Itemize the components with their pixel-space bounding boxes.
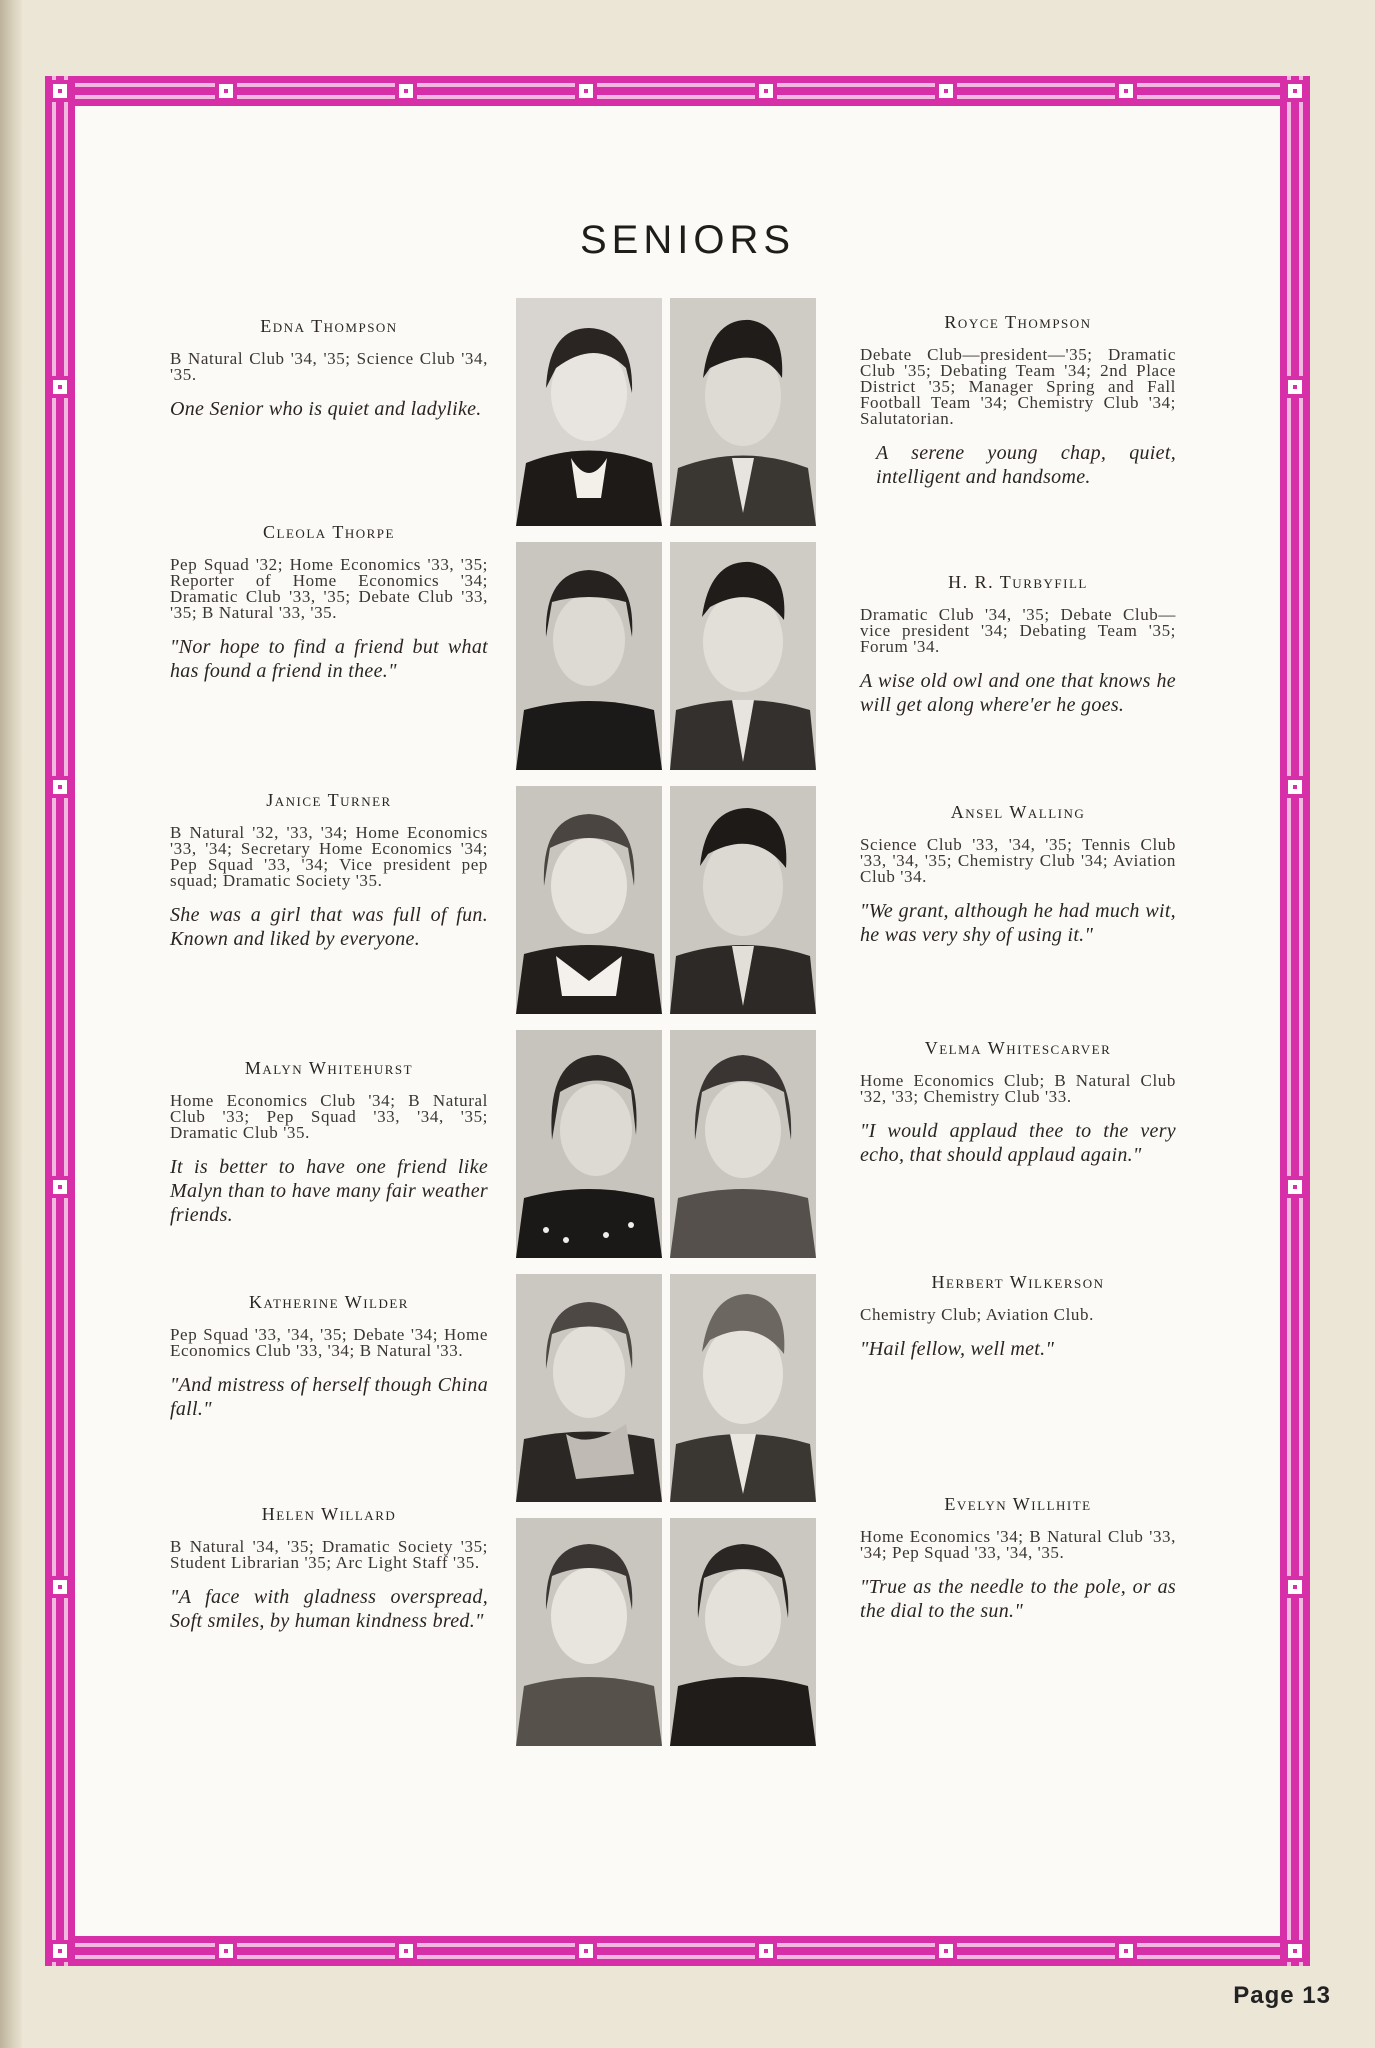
senior-entry: [860, 1038, 1176, 1167]
senior-name: Helen Willard: [261, 1504, 397, 1524]
border-ornament: [935, 80, 957, 102]
border-ornament: [49, 80, 71, 102]
senior-name: Herbert Wilkerson: [931, 1272, 1105, 1292]
senior-name: Royce Thompson: [944, 312, 1092, 332]
border-ornament: [575, 1940, 597, 1962]
portrait-photo: [516, 1274, 662, 1502]
senior-activities: Dramatic Club '34, '35; Debate Club—vice president '34; Debating Team '35; Forum '34.: [860, 605, 1176, 656]
senior-quote: "A face with gladness overspread, Soft smiles, by human kindness bred.": [170, 1586, 488, 1632]
portrait-photo: [670, 1274, 816, 1502]
senior-name: Evelyn Willhite: [944, 1494, 1092, 1514]
senior-entry: [170, 1504, 488, 1633]
senior-name: Malyn Whitehurst: [244, 1058, 414, 1078]
border-ornament: [1284, 776, 1306, 798]
portrait-photo: [516, 298, 662, 526]
border-ornament: [49, 1940, 71, 1962]
senior-entry: [860, 312, 1176, 489]
senior-quote: A serene young chap, quiet, intelligent and handsome.: [876, 442, 1176, 488]
border-ornament: [49, 376, 71, 398]
border-ornament: [755, 1940, 777, 1962]
senior-quote: "True as the needle to the pole, or as the dial to the sun.": [860, 1576, 1176, 1622]
senior-quote: A wise old owl and one that knows he will get along where'er he goes.: [860, 670, 1176, 716]
border-ornament: [575, 80, 597, 102]
border-ornament: [49, 1576, 71, 1598]
senior-activities: B Natural '32, '33, '34; Home Economics '33, '34; Secretary Home Economics '34; Pep Squad '33, '34; Vice president pep squad; Dramatic Society '35.: [170, 823, 488, 890]
portrait-photo: [516, 1518, 662, 1746]
portrait-photo: [516, 786, 662, 1014]
senior-name: H. R. Turbyfill: [948, 572, 1088, 592]
senior-entry: [860, 802, 1176, 947]
senior-quote: She was a girl that was full of fun. Known and liked by everyone.: [170, 904, 488, 950]
senior-quote: One Senior who is quiet and ladylike.: [170, 398, 482, 420]
senior-quote: "Hail fellow, well met.": [860, 1338, 1055, 1360]
senior-quote: "Nor hope to find a friend but what has found a friend in thee.": [170, 636, 488, 682]
portrait-photo: [670, 1518, 816, 1746]
senior-activities: Home Economics '34; B Natural Club '33, '34; Pep Squad '33, '34, '35.: [860, 1527, 1176, 1562]
senior-entry: [170, 316, 488, 421]
senior-name: Edna Thompson: [260, 316, 398, 336]
border-ornament: [395, 80, 417, 102]
senior-entry: [170, 522, 488, 683]
portrait-grid: [512, 298, 827, 1758]
senior-entry: [170, 1058, 488, 1227]
senior-activities: Pep Squad '33, '34, '35; Debate '34; Home Economics Club '33, '34; B Natural '33.: [170, 1325, 488, 1360]
senior-activities: Home Economics Club; B Natural Club '32, '33; Chemistry Club '33.: [860, 1071, 1176, 1106]
senior-activities: B Natural Club '34, '35; Science Club '34, '35.: [170, 349, 488, 384]
senior-name: Katherine Wilder: [249, 1292, 409, 1312]
senior-quote: "I would applaud thee to the very echo, that should applaud again.": [860, 1120, 1176, 1166]
portrait-photo: [670, 298, 816, 526]
border-ornament: [395, 1940, 417, 1962]
portrait-photo: [670, 786, 816, 1014]
border-ornament: [1284, 1940, 1306, 1962]
border-ornament: [215, 80, 237, 102]
page-number: Page 13: [1233, 1982, 1331, 2009]
senior-quote: "We grant, although he had much wit, he was very shy of using it.": [860, 900, 1176, 946]
portrait-photo: [516, 1030, 662, 1258]
border-ornament: [1284, 376, 1306, 398]
senior-activities: Pep Squad '32; Home Economics '33, '35; Reporter of Home Economics '34; Dramatic Club '33, '35; Debate Club '33, '35; B Natural '33, '35.: [170, 555, 488, 622]
portrait-photo: [670, 542, 816, 770]
senior-entry: [170, 1292, 488, 1421]
senior-activities: B Natural '34, '35; Dramatic Society '35; Student Librarian '35; Arc Light Staff '35.: [170, 1537, 488, 1572]
senior-name: Ansel Walling: [950, 802, 1086, 822]
border-ornament: [1284, 1576, 1306, 1598]
senior-entry: [860, 1272, 1176, 1361]
senior-activities: Science Club '33, '34, '35; Tennis Club '33, '34, '35; Chemistry Club '34; Aviation Club '34.: [860, 835, 1176, 886]
border-ornament: [1284, 1176, 1306, 1198]
senior-entry: [860, 572, 1176, 717]
border-ornament: [215, 1940, 237, 1962]
senior-name: Velma Whitescarver: [924, 1038, 1112, 1058]
border-ornament: [1115, 80, 1137, 102]
border-ornament: [1284, 80, 1306, 102]
senior-quote: It is better to have one friend like Malyn than to have many fair weather friends.: [170, 1156, 488, 1226]
senior-activities: Home Economics Club '34; B Natural Club '33; Pep Squad '33, '34, '35; Dramatic Club '35.: [170, 1091, 488, 1142]
senior-entry: [860, 1494, 1176, 1623]
border-ornament: [755, 80, 777, 102]
senior-entry: [170, 790, 488, 951]
senior-name: Cleola Thorpe: [263, 522, 395, 542]
border-ornament: [1115, 1940, 1137, 1962]
book-spine-shadow: [0, 0, 22, 2048]
senior-activities: Chemistry Club; Aviation Club.: [860, 1305, 1094, 1324]
border-ornament: [49, 1176, 71, 1198]
senior-activities: Debate Club—president—'35; Dramatic Club '35; Debating Team '34; 2nd Place District '35; Manager Spring and Fall Football Team '34; Chemistry Club '34; Salutatorian.: [860, 345, 1176, 428]
portrait-photo: [670, 1030, 816, 1258]
page-title: SENIORS: [579, 218, 796, 262]
senior-name: Janice Turner: [266, 790, 392, 810]
portrait-photo: [516, 542, 662, 770]
border-ornament: [935, 1940, 957, 1962]
senior-quote: "And mistress of herself though China fall.": [170, 1374, 488, 1420]
border-ornament: [49, 776, 71, 798]
